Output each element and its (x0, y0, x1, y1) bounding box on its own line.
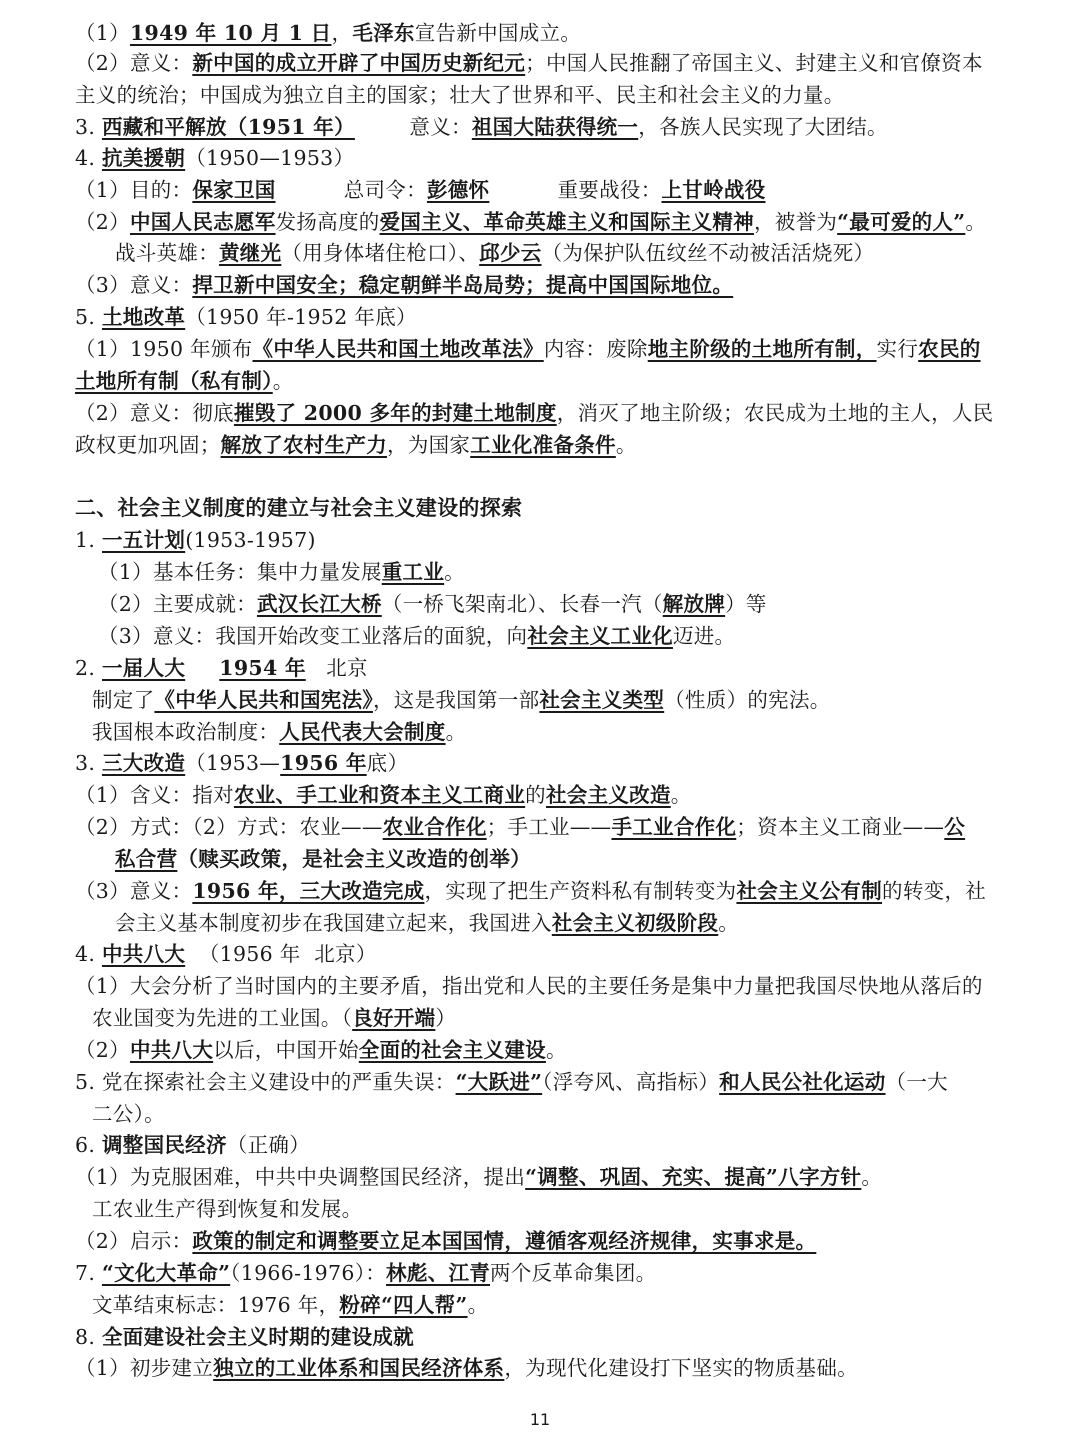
text-segment: （2）方式：（2）方式：农业—— (75, 815, 383, 839)
underlined-keyword: 农民的 (918, 337, 981, 361)
text-segment: （1950 年-1952 年底） (185, 305, 417, 329)
text-segment: 我国根本政治制度： (92, 720, 280, 744)
text-line (92, 1003, 456, 1033)
text-segment: 会主义基本制度初步在我国建立起来，我国进入 (115, 911, 552, 935)
text-line (92, 1194, 362, 1224)
text-line (75, 876, 986, 906)
text-line (92, 717, 466, 747)
text-segment: 农业国变为先进的工业国。（ (92, 1006, 353, 1030)
text-line (75, 780, 692, 810)
bold-text: 调整国民经济 (101, 1133, 227, 1157)
underlined-keyword: “文化大革命” (101, 1261, 231, 1285)
text-line (75, 398, 994, 428)
text-line (75, 1067, 948, 1097)
text-line (75, 302, 417, 332)
underlined-keyword: “最可爱的人” (837, 210, 966, 234)
text-segment: 。 (445, 720, 467, 744)
text-segment: （正确） (226, 1133, 310, 1157)
text-line (75, 18, 581, 48)
text-segment: （1966-1976）： (230, 1261, 387, 1285)
text-segment: （1）初步建立 (75, 1356, 214, 1380)
bold-text: （赎买政策，是社会主义改造的创举） (177, 847, 532, 871)
text-segment (185, 656, 219, 680)
text-segment: 迈进。 (672, 624, 736, 648)
underlined-keyword: 土地改革 (101, 305, 186, 329)
text-segment: 。 (272, 369, 294, 393)
text-line (115, 844, 531, 874)
text-segment: 4. (75, 942, 102, 966)
text-segment: ，消灭了地主阶级；农民成为土地的主人，人民 (556, 401, 994, 425)
text-segment: （用身体堵住枪口）、 (281, 241, 480, 265)
underlined-keyword: 武汉长江大桥 (256, 592, 382, 616)
text-segment: ；手工业—— (486, 815, 612, 839)
text-line (75, 207, 986, 237)
text-line (75, 1130, 310, 1160)
underlined-keyword: 1956 年，三大改造完成 (192, 879, 425, 903)
text-segment: ；资本主义工商业—— (736, 815, 945, 839)
text-segment: ， (331, 21, 353, 45)
text-segment: （3）意义： (75, 273, 193, 297)
text-line (75, 748, 408, 778)
text-segment: 两个反革命集团。 (490, 1261, 657, 1285)
text-segment: ，为国家 (387, 433, 471, 457)
text-segment: 5. 党在探索社会主义建设中的严重失误： (75, 1070, 456, 1094)
text-line (75, 1322, 414, 1352)
text-line (92, 1099, 165, 1129)
text-segment: （2）主要成就： (98, 592, 257, 616)
section-heading: 二、社会主义制度的建立与社会主义建设的探索 (75, 496, 523, 520)
text-line (115, 238, 874, 268)
text-line (75, 1035, 567, 1065)
text-segment: （浮夸风、高指标） (542, 1070, 720, 1094)
underlined-keyword: 重工业 (381, 560, 445, 584)
underlined-keyword: “大跃进” (455, 1070, 543, 1094)
underlined-keyword: 邱少云 (479, 241, 542, 265)
underlined-keyword: 私合营 (115, 847, 178, 871)
text-segment: (1953-1957) (185, 528, 316, 552)
text-line (75, 812, 965, 842)
text-segment: 。 (718, 911, 740, 935)
text-segment: 。 (670, 783, 692, 807)
text-segment: ，被誉为 (753, 210, 838, 234)
underlined-keyword: 爱国主义、革命英雄主义和国际主义精神 (379, 210, 754, 234)
text-segment: 5. (75, 305, 102, 329)
text-segment: 6. (75, 1133, 102, 1157)
text-line (75, 1162, 882, 1192)
underlined-keyword: 一届人大 (101, 656, 186, 680)
text-segment: 3. (75, 115, 102, 139)
text-segment: 1. (75, 528, 102, 552)
underlined-keyword: 彭德怀 (426, 178, 490, 202)
text-segment: 。 (467, 1293, 489, 1317)
bold-text: 全面建设社会主义时期的建设成就 (101, 1325, 414, 1349)
text-line (98, 621, 735, 651)
text-segment: 意义： (354, 115, 472, 139)
text-segment: ） (435, 1006, 457, 1030)
text-line (92, 685, 831, 715)
text-segment: 北京 (305, 656, 368, 680)
text-segment: ；中国人民推翻了帝国主义、封建主义和官僚资本 (525, 51, 983, 75)
text-segment: （1）目的： (75, 178, 193, 202)
text-line (75, 1226, 816, 1256)
text-segment: ，为现代化建设打下坚实的物质基础。 (504, 1356, 858, 1380)
text-line (115, 908, 739, 938)
underlined-keyword: 工业化准备条件 (470, 433, 616, 457)
text-line (98, 557, 465, 587)
underlined-keyword: 《中华人民共和国宪法》 (154, 688, 373, 712)
text-segment: 以后，中国开始 (213, 1038, 359, 1062)
text-line (75, 525, 316, 555)
text-line (75, 366, 294, 396)
underlined-keyword: 中共八大 (129, 1038, 214, 1062)
underlined-keyword: 人民代表大会制度 (279, 720, 446, 744)
text-segment: （2）意义：彻底 (75, 401, 234, 425)
text-segment: （1）基本任务：集中力量发展 (98, 560, 382, 584)
text-segment: ，这是我国第一部 (372, 688, 540, 712)
underlined-keyword: 解放了农村生产力 (220, 433, 388, 457)
text-segment: （2）意义： (75, 51, 193, 75)
text-segment: 。 (615, 433, 637, 457)
text-segment: 工农业生产得到恢复和发展。 (92, 1197, 363, 1221)
underlined-keyword: 中国人民志愿军 (129, 210, 276, 234)
underlined-keyword: 保家卫国 (192, 178, 276, 202)
text-line (75, 971, 983, 1001)
underlined-keyword: 独立的工业体系和国民经济体系 (213, 1356, 505, 1380)
underlined-keyword: 农业、手工业和资本主义工商业 (233, 783, 526, 807)
underlined-keyword: 手工业合作化 (611, 815, 737, 839)
text-line (75, 112, 888, 142)
underlined-keyword: 解放牌 (662, 592, 726, 616)
text-segment: （2） (75, 1038, 130, 1062)
underlined-keyword: 中共八大 (101, 942, 186, 966)
text-segment: （1953— (185, 751, 281, 775)
text-segment: 的 (525, 783, 546, 807)
underlined-keyword: 政策的制定和调整要立足本国国情，遵循客观经济规律，实事求是。 (192, 1229, 817, 1253)
text-segment: （2）启示： (75, 1229, 193, 1253)
text-segment: ，实现了把生产资料私有制转变为 (424, 879, 737, 903)
text-line (75, 1353, 858, 1383)
underlined-keyword: 和人民公社化运动 (719, 1070, 886, 1094)
underlined-keyword: “调整、巩固、充实、提高”八字方针 (525, 1165, 862, 1189)
underlined-keyword: 三大改造 (101, 751, 186, 775)
bold-text: 毛泽东 (352, 21, 415, 45)
underlined-keyword: 黄继光 (219, 241, 282, 265)
text-segment: 制定了 (92, 688, 155, 712)
text-segment: （1）含义：指对 (75, 783, 234, 807)
text-segment: 。 (444, 560, 465, 584)
text-segment: 底） (366, 751, 409, 775)
underlined-keyword: 祖国大陆获得统一 (471, 115, 639, 139)
underlined-keyword: 粉碎“四人帮” (339, 1293, 468, 1317)
text-segment: 发扬高度的 (275, 210, 380, 234)
underlined-keyword: 林彪、江青 (386, 1261, 491, 1285)
text-segment: 。 (545, 1038, 567, 1062)
text-segment: 的转变，社 (882, 879, 987, 903)
text-segment: （一桥飞架南北）、长春一汽（ (381, 592, 663, 616)
underlined-keyword: 捍卫新中国安全；稳定朝鲜半岛局势；提高中国国际地位。 (192, 273, 734, 297)
text-segment: 2. (75, 656, 102, 680)
text-segment: 总司令： (275, 178, 427, 202)
underlined-keyword: 1954 年 (219, 656, 306, 680)
text-line (75, 270, 733, 300)
underlined-keyword: 一五计划 (101, 528, 186, 552)
underlined-keyword: 良好开端 (352, 1006, 436, 1030)
text-segment: （1950—1953） (185, 146, 355, 170)
text-segment: 内容：废除 (543, 337, 648, 361)
text-line (75, 48, 983, 78)
text-segment: （1956 年 北京） (185, 942, 377, 966)
underlined-keyword: 抗美援朝 (101, 146, 186, 170)
text-line (75, 143, 354, 173)
text-line (75, 80, 845, 110)
text-segment: （1）为克服困难，中共中央调整国民经济，提出 (75, 1165, 526, 1189)
text-line (75, 175, 766, 205)
text-segment: （1） (75, 21, 130, 45)
underlined-keyword: 农业合作化 (382, 815, 487, 839)
text-segment: 。 (861, 1165, 883, 1189)
text-segment: （1）1950 年颁布 (75, 337, 253, 361)
text-line (75, 430, 637, 460)
text-segment: 4. (75, 146, 102, 170)
text-segment: 7. (75, 1261, 102, 1285)
underlined-keyword: 社会主义初级阶段 (551, 911, 719, 935)
text-line (98, 589, 767, 619)
underlined-keyword: 上甘岭战役 (661, 178, 766, 202)
text-segment: （性质）的宪法。 (664, 688, 831, 712)
text-line (75, 939, 377, 969)
text-segment: （2） (75, 210, 130, 234)
text-segment: （1）大会分析了当时国内的主要矛盾，指出党和人民的主要任务是集中力量把我国尽快地从落后的 (75, 974, 983, 998)
underlined-keyword: 摧毁了 2000 多年的封建土地制度 (233, 401, 557, 425)
underlined-keyword: 社会主义类型 (539, 688, 665, 712)
text-segment: （3）意义： (75, 879, 193, 903)
text-segment: ）等 (725, 592, 767, 616)
text-segment: 政权更加巩固； (75, 433, 221, 457)
text-segment: 重要战役： (489, 178, 662, 202)
text-segment: （一大 (885, 1070, 948, 1094)
underlined-keyword: 土地所有制（私有制） (75, 369, 273, 393)
underlined-keyword: 社会主义工业化 (527, 624, 673, 648)
underlined-keyword: 《中华人民共和国土地改革法》 (252, 337, 544, 361)
underlined-keyword: 西藏和平解放（1951 年） (101, 115, 355, 139)
underlined-keyword: 社会主义公有制 (736, 879, 883, 903)
text-segment: 。 (965, 210, 987, 234)
page-number: 11 (529, 1410, 551, 1429)
text-segment: ，各族人民实现了大团结。 (638, 115, 888, 139)
text-segment: 主义的统治；中国成为独立自主的国家；壮大了世界和平、民主和社会主义的力量。 (75, 83, 845, 107)
text-line (75, 1258, 656, 1288)
underlined-keyword: 全面的社会主义建设 (358, 1038, 546, 1062)
text-line (75, 334, 981, 364)
text-segment: 文革结束标志：1976 年， (92, 1293, 340, 1317)
text-segment: 3. (75, 751, 102, 775)
text-line (75, 653, 368, 683)
text-segment: （为保护队伍纹丝不动被活活烧死） (541, 241, 875, 265)
underlined-keyword: 1949 年 10 月 1 日 (129, 21, 332, 45)
underlined-keyword: 地主阶级的土地所有制， (647, 337, 877, 361)
underlined-keyword: 新中国的成立开辟了中国历史新纪元 (192, 51, 526, 75)
text-segment: （3）意义：我国开始改变工业落后的面貌，向 (98, 624, 528, 648)
text-line (75, 493, 522, 523)
text-line (92, 1290, 488, 1320)
text-segment: 实行 (876, 337, 919, 361)
text-segment: 战斗英雄： (115, 241, 219, 265)
underlined-keyword: 公 (944, 815, 966, 839)
text-segment: 8. (75, 1325, 102, 1349)
text-segment: 宣告新中国成立。 (414, 21, 582, 45)
text-segment: 二公）。 (92, 1102, 165, 1126)
underlined-keyword: 1956 年 (280, 751, 367, 775)
underlined-keyword: 社会主义改造 (545, 783, 671, 807)
